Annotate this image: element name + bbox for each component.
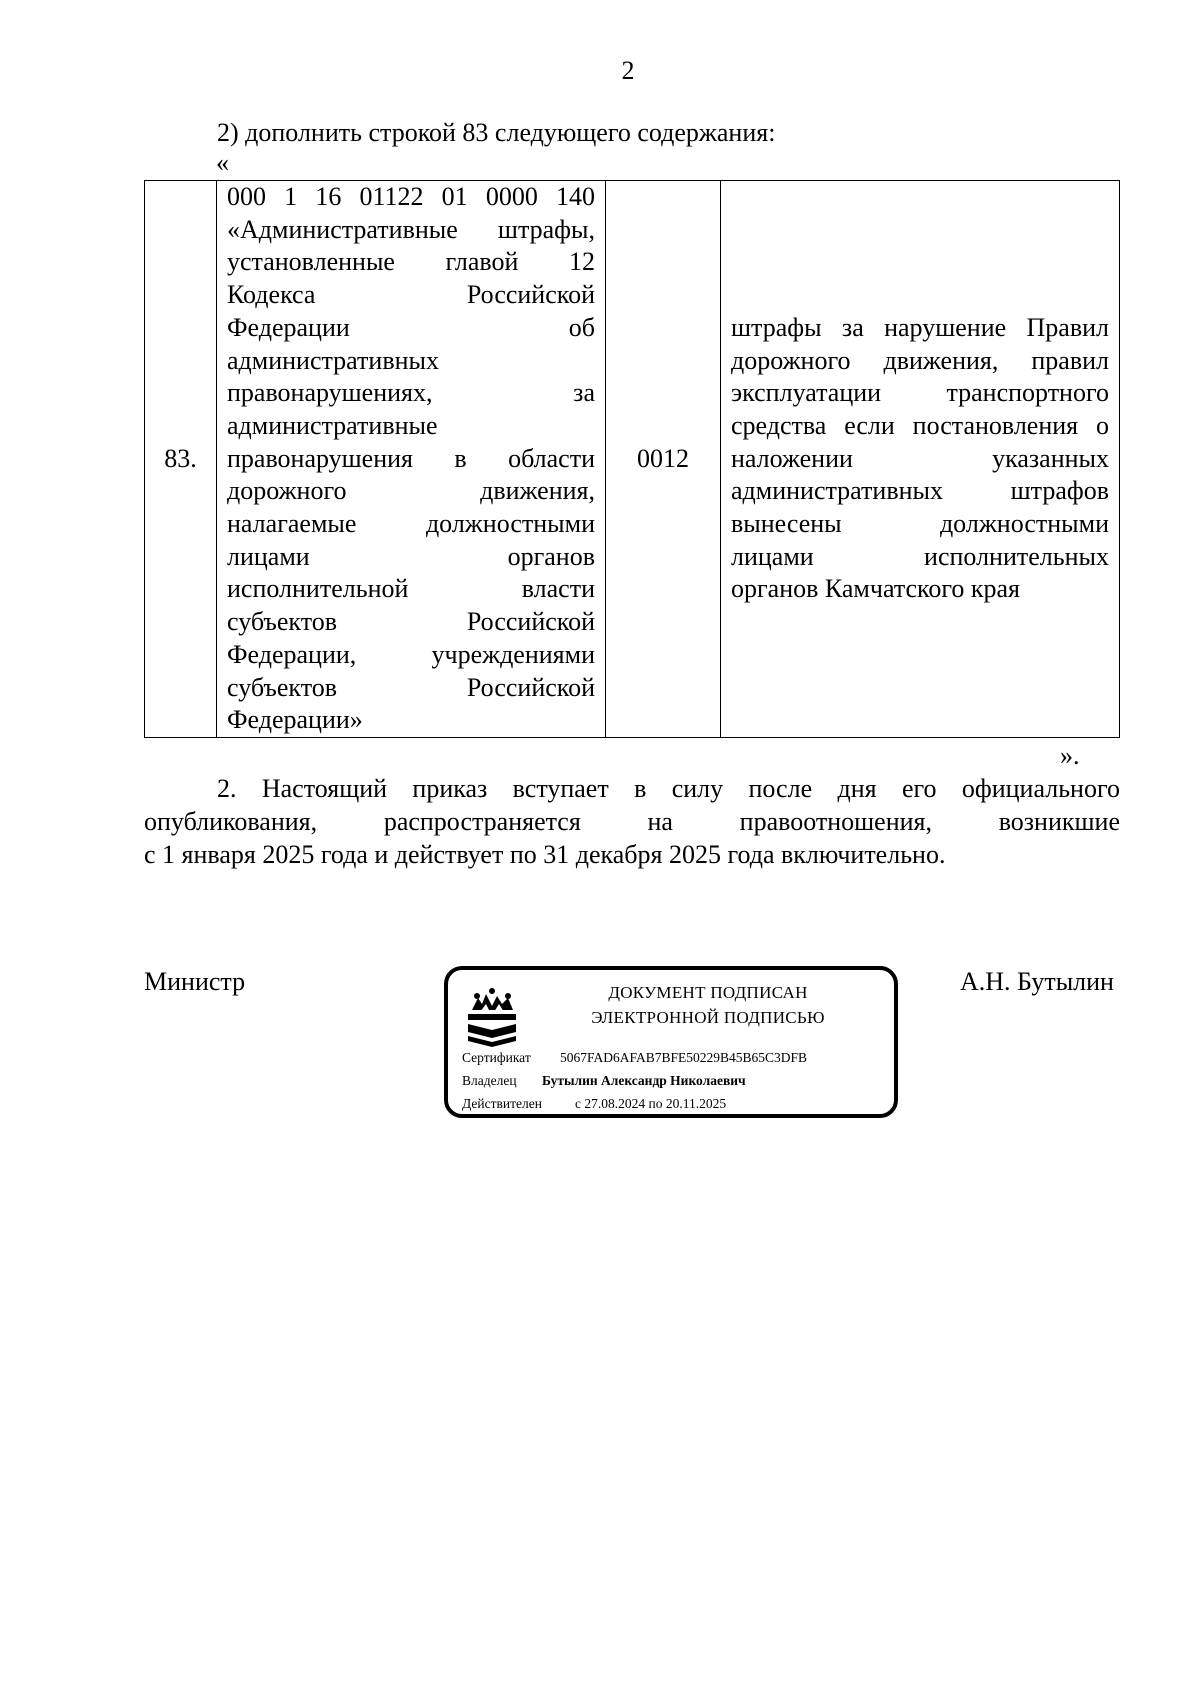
validity-label: Действителен: [462, 1096, 542, 1111]
description-line: Федерации»: [227, 705, 363, 735]
row-number-cell: [145, 181, 217, 738]
description-line: «Административные штрафы,: [227, 214, 595, 244]
table-row: [145, 181, 1120, 738]
note-line: дорожного движения, правил: [731, 345, 1109, 375]
certificate-label: Сертификат: [462, 1050, 531, 1065]
description-line: лицами органов: [227, 541, 595, 571]
note-line: административных штрафов: [731, 476, 1109, 506]
description-line: административных: [227, 345, 439, 375]
note-line: штрафы за нарушение Правил: [731, 312, 1109, 342]
signer-name: А.Н. Бутылин: [960, 967, 1114, 996]
description-line: 000 1 16 01122 01 0000 140: [227, 182, 595, 211]
paragraph-line: 2. Настоящий приказ вступает в силу после дня его официального: [217, 774, 1120, 803]
stamp-title-line1: ДОКУМЕНТ ПОДПИСАН: [608, 983, 808, 1002]
row-description-cell: [217, 181, 606, 738]
row-number: 83.: [164, 443, 197, 473]
description-line: дорожного движения,: [227, 476, 595, 506]
note-line: вынесены должностными: [731, 509, 1109, 539]
stamp-owner-row: [462, 1073, 746, 1089]
effective-date-paragraph: [144, 772, 1120, 871]
certificate-value: 5067FAD6AFAB7BFE50229B45B65C3DFB: [560, 1050, 808, 1065]
description-line: исполнительной власти: [227, 574, 595, 604]
row-note-cell: [721, 181, 1120, 738]
description-line: Кодекса Российской: [227, 280, 595, 310]
note-line: наложении указанных: [731, 443, 1109, 473]
note-line: лицами исполнительных: [731, 541, 1109, 571]
stamp-title-line2: ЭЛЕКТРОННОЙ ПОДПИСЬЮ: [591, 1008, 825, 1027]
signer-title: Министр: [144, 967, 246, 996]
description-line: административные: [227, 410, 438, 440]
stamp-certificate-row: [462, 1050, 807, 1066]
note-line: эксплуатации транспортного: [731, 378, 1109, 408]
description-line: субъектов Российской: [227, 672, 595, 702]
description-line: налагаемые должностными: [227, 509, 595, 539]
paragraph-line: с 1 января 2025 года и действует по 31 декабря 2025 года включительно.: [144, 840, 946, 869]
row-code-cell: [606, 181, 721, 738]
open-quote: «: [216, 148, 229, 177]
description-line: Федерации, учреждениями: [227, 639, 595, 669]
description-line: Федерации об: [227, 312, 595, 342]
e-signature-stamp: [444, 966, 898, 1118]
description-line: субъектов Российской: [227, 607, 595, 637]
stamp-validity-row: [462, 1096, 726, 1112]
description-line: правонарушения в области: [227, 443, 595, 473]
paragraph-line: опубликования, распространяется на правоотношения, возникшие: [144, 807, 1120, 836]
insert-table: [144, 180, 1120, 738]
owner-value: Бутылин Александр Николаевич: [542, 1073, 746, 1088]
note-line: органов Камчатского края: [731, 574, 1021, 604]
description-line: установленные главой 12: [227, 247, 595, 277]
owner-label: Владелец: [462, 1073, 517, 1088]
row-code: 0012: [637, 443, 689, 473]
validity-value: с 27.08.2024 по 20.11.2025: [575, 1096, 727, 1111]
page-number: 2: [621, 56, 635, 85]
coat-of-arms-icon: [464, 986, 520, 1048]
note-line: средства если постановления о: [731, 410, 1109, 440]
intro-text: 2) дополнить строкой 83 следующего содержания:: [217, 118, 776, 147]
close-quote: ».: [1060, 741, 1080, 770]
description-line: правонарушениях, за: [227, 378, 595, 408]
